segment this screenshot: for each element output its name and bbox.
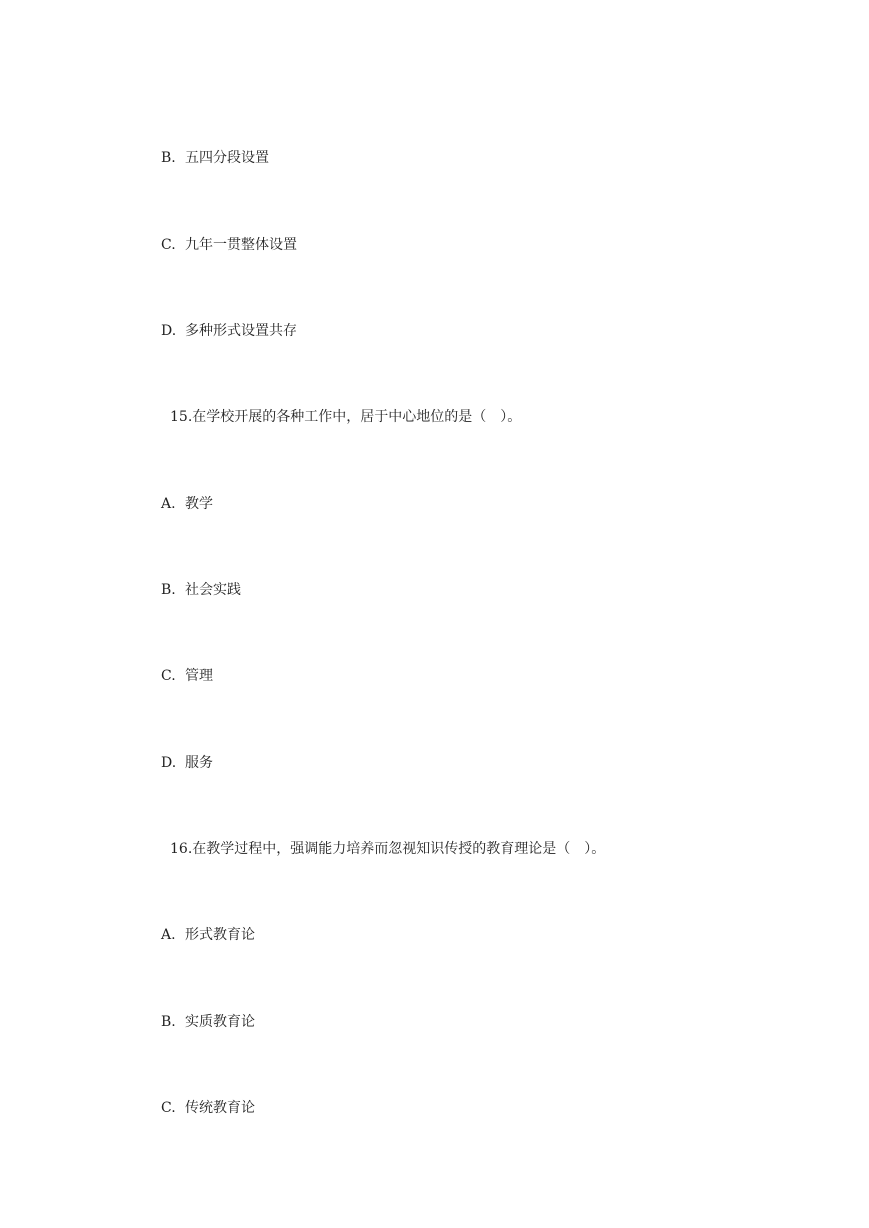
option-line (161, 322, 297, 340)
option-line (161, 581, 241, 599)
option-text: 教学 (185, 496, 213, 512)
option-text: 五四分段设置 (185, 150, 269, 166)
option-line (161, 236, 297, 254)
option-letter: B. (161, 1014, 176, 1030)
option-line (161, 1099, 255, 1117)
question-15 (170, 408, 521, 426)
option-line (161, 667, 213, 685)
option-letter: C. (161, 1100, 176, 1116)
option-letter: D. (161, 323, 177, 339)
option-letter: A. (161, 927, 176, 943)
question-16 (170, 840, 605, 858)
option-line (161, 495, 213, 513)
option-letter: A. (161, 496, 176, 512)
option-text: 传统教育论 (185, 1100, 255, 1116)
option-text: 管理 (185, 668, 213, 684)
option-text: 九年一贯整体设置 (185, 237, 297, 253)
option-letter: C. (161, 237, 176, 253)
option-text: 形式教育论 (185, 927, 255, 943)
option-line (161, 1013, 255, 1031)
question-text: 16.在教学过程中，强调能力培养而忽视知识传授的教育理论是（ ）。 (170, 841, 606, 857)
option-letter: B. (161, 582, 176, 598)
option-letter: B. (161, 150, 176, 166)
option-line (161, 149, 269, 167)
option-letter: C. (161, 668, 176, 684)
option-letter: D. (161, 755, 177, 771)
option-text: 社会实践 (185, 582, 241, 598)
option-line (161, 926, 255, 944)
option-line (161, 754, 213, 772)
option-text: 服务 (185, 755, 213, 771)
question-text: 15.在学校开展的各种工作中，居于中心地位的是（ ）。 (170, 409, 522, 425)
option-text: 多种形式设置共存 (185, 323, 297, 339)
option-text: 实质教育论 (185, 1014, 255, 1030)
